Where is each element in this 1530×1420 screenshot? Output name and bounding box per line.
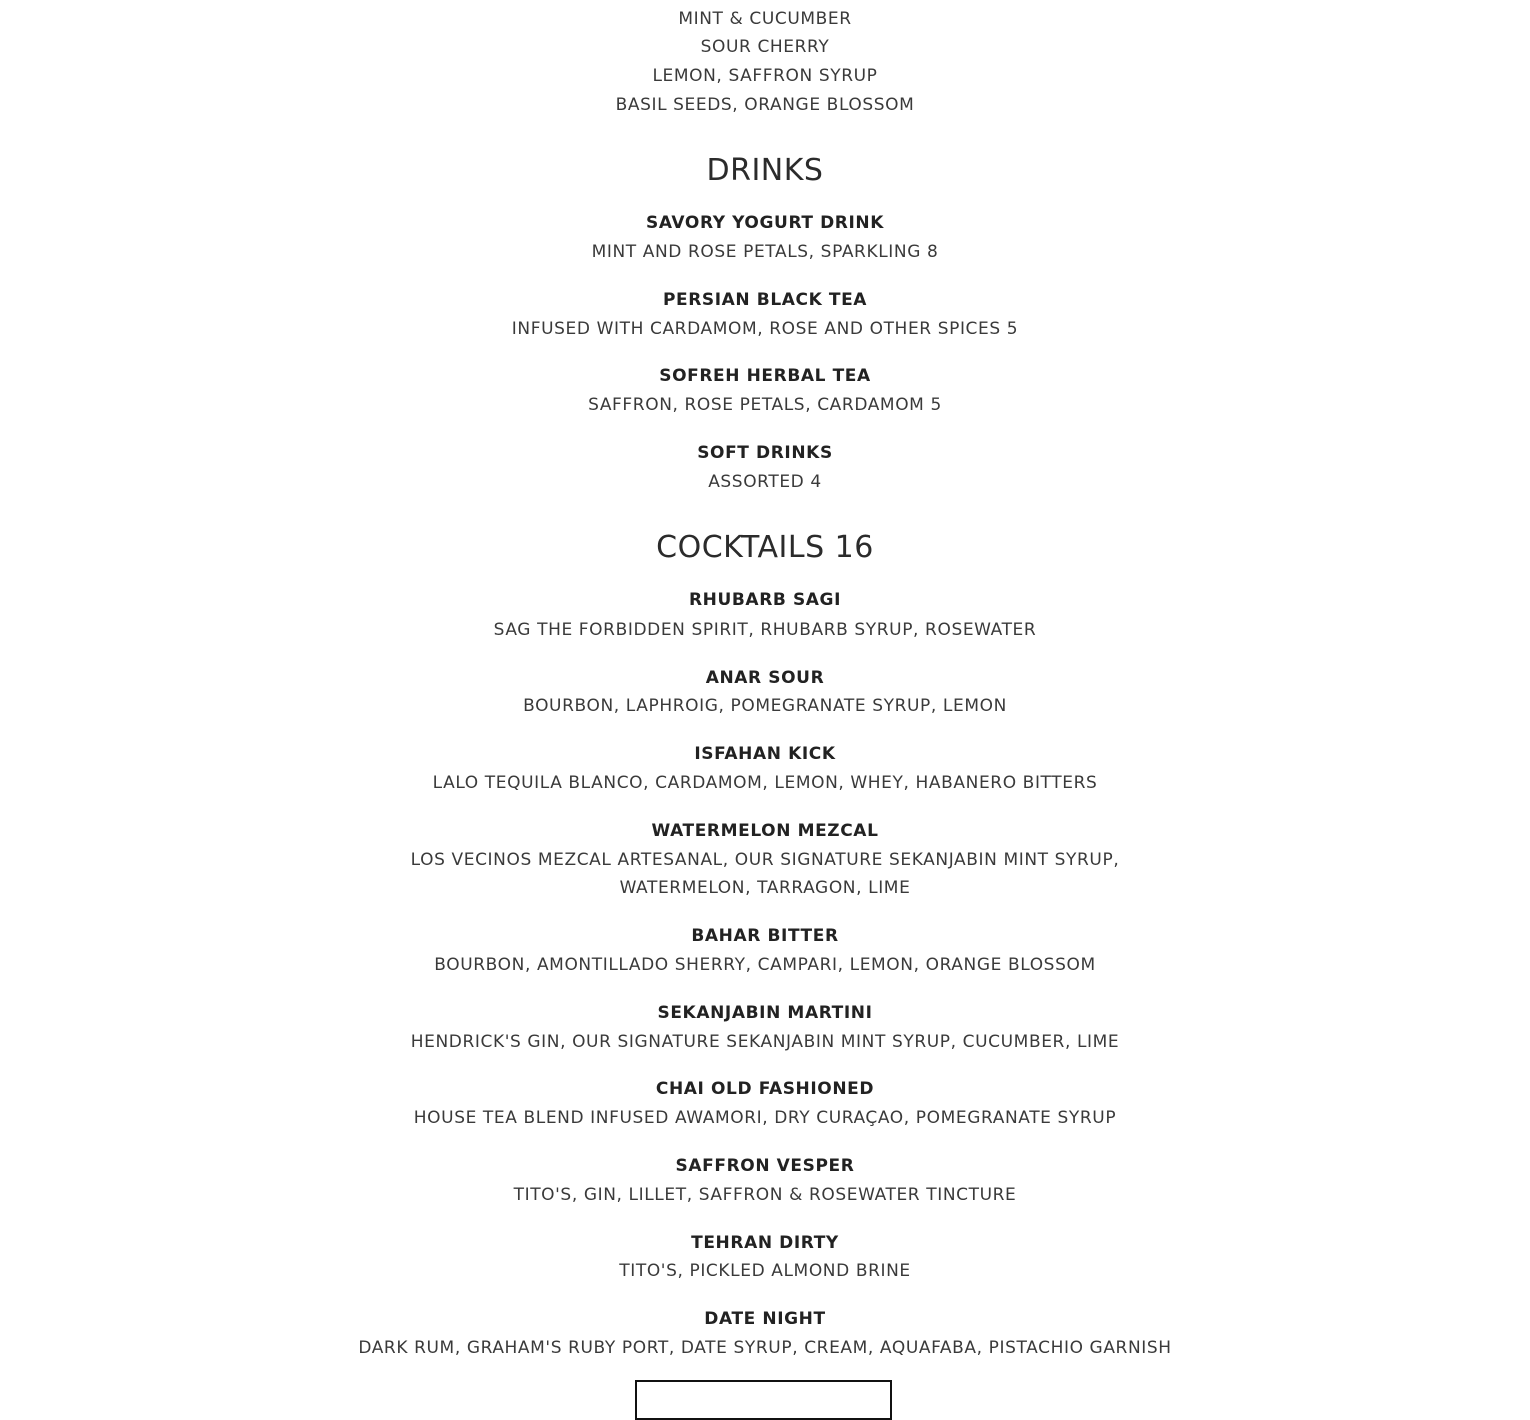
menu-item-name: CHAI OLD FASHIONED <box>655 1079 875 1099</box>
menu-item-description: HOUSE TEA BLEND INFUSED AWAMORI, DRY CURAÇAO, POMEGRANATE SYRUP <box>413 1108 1117 1128</box>
menu-item-description: WATERMELON, TARRAGON, LIME <box>619 878 911 898</box>
top-list-item: BASIL SEEDS, ORANGE BLOSSOM <box>615 95 915 115</box>
menu-item-description: TITO'S, GIN, LILLET, SAFFRON & ROSEWATER TINCTURE <box>513 1185 1017 1205</box>
top-list-item: SOUR CHERRY <box>700 37 830 57</box>
menu-item-name: TEHRAN DIRTY <box>691 1233 839 1253</box>
menu-item-name: BAHAR BITTER <box>691 926 839 946</box>
menu-item-description: ASSORTED 4 <box>708 472 822 492</box>
menu-item-description: LALO TEQUILA BLANCO, CARDAMOM, LEMON, WHEY, HABANERO BITTERS <box>432 773 1098 793</box>
menu-item-name: SOFREH HERBAL TEA <box>659 366 871 386</box>
menu-item-name: SEKANJABIN MARTINI <box>657 1003 873 1023</box>
menu-item-description: BOURBON, LAPHROIG, POMEGRANATE SYRUP, LEMON <box>523 696 1007 716</box>
menu-item-description: TITO'S, PICKLED ALMOND BRINE <box>619 1261 911 1281</box>
menu-item-description: SAG THE FORBIDDEN SPIRIT, RHUBARB SYRUP, ROSEWATER <box>493 620 1037 640</box>
menu-item-name: ANAR SOUR <box>705 668 825 688</box>
menu-item-name: SAFFRON VESPER <box>675 1156 855 1176</box>
menu-item-name: RHUBARB SAGI <box>688 590 842 610</box>
menu-item-name: SOFT DRINKS <box>697 443 833 463</box>
menu-item-description: BOURBON, AMONTILLADO SHERRY, CAMPARI, LEMON, ORANGE BLOSSOM <box>434 955 1096 975</box>
menu-item-name: SAVORY YOGURT DRINK <box>645 213 885 233</box>
menu-item-name: PERSIAN BLACK TEA <box>662 290 868 310</box>
menu-item-name: ISFAHAN KICK <box>694 744 836 764</box>
top-list-item: MINT & CUCUMBER <box>678 9 852 29</box>
menu-item-description: HENDRICK'S GIN, OUR SIGNATURE SEKANJABIN MINT SYRUP, CUCUMBER, LIME <box>410 1032 1120 1052</box>
menu-item-name: WATERMELON MEZCAL <box>651 821 879 841</box>
menu-item-description: INFUSED WITH CARDAMOM, ROSE AND OTHER SPICES 5 <box>511 319 1019 339</box>
menu-item-name: DATE NIGHT <box>704 1309 826 1329</box>
menu-item-description: MINT AND ROSE PETALS, SPARKLING 8 <box>591 242 939 262</box>
menu-item-description: SAFFRON, ROSE PETALS, CARDAMOM 5 <box>588 395 942 415</box>
menu-item-description: DARK RUM, GRAHAM'S RUBY PORT, DATE SYRUP, CREAM, AQUAFABA, PISTACHIO GARNISH <box>358 1338 1172 1358</box>
bottom-button[interactable] <box>635 1380 892 1420</box>
drinks-heading: DRINKS <box>706 153 824 188</box>
top-list-item: LEMON, SAFFRON SYRUP <box>652 66 878 86</box>
cut-off-line <box>0 0 1530 2</box>
cocktails-heading: COCKTAILS 16 <box>656 530 874 565</box>
menu-item-description: LOS VECINOS MEZCAL ARTESANAL, OUR SIGNATURE SEKANJABIN MINT SYRUP, <box>410 850 1120 870</box>
